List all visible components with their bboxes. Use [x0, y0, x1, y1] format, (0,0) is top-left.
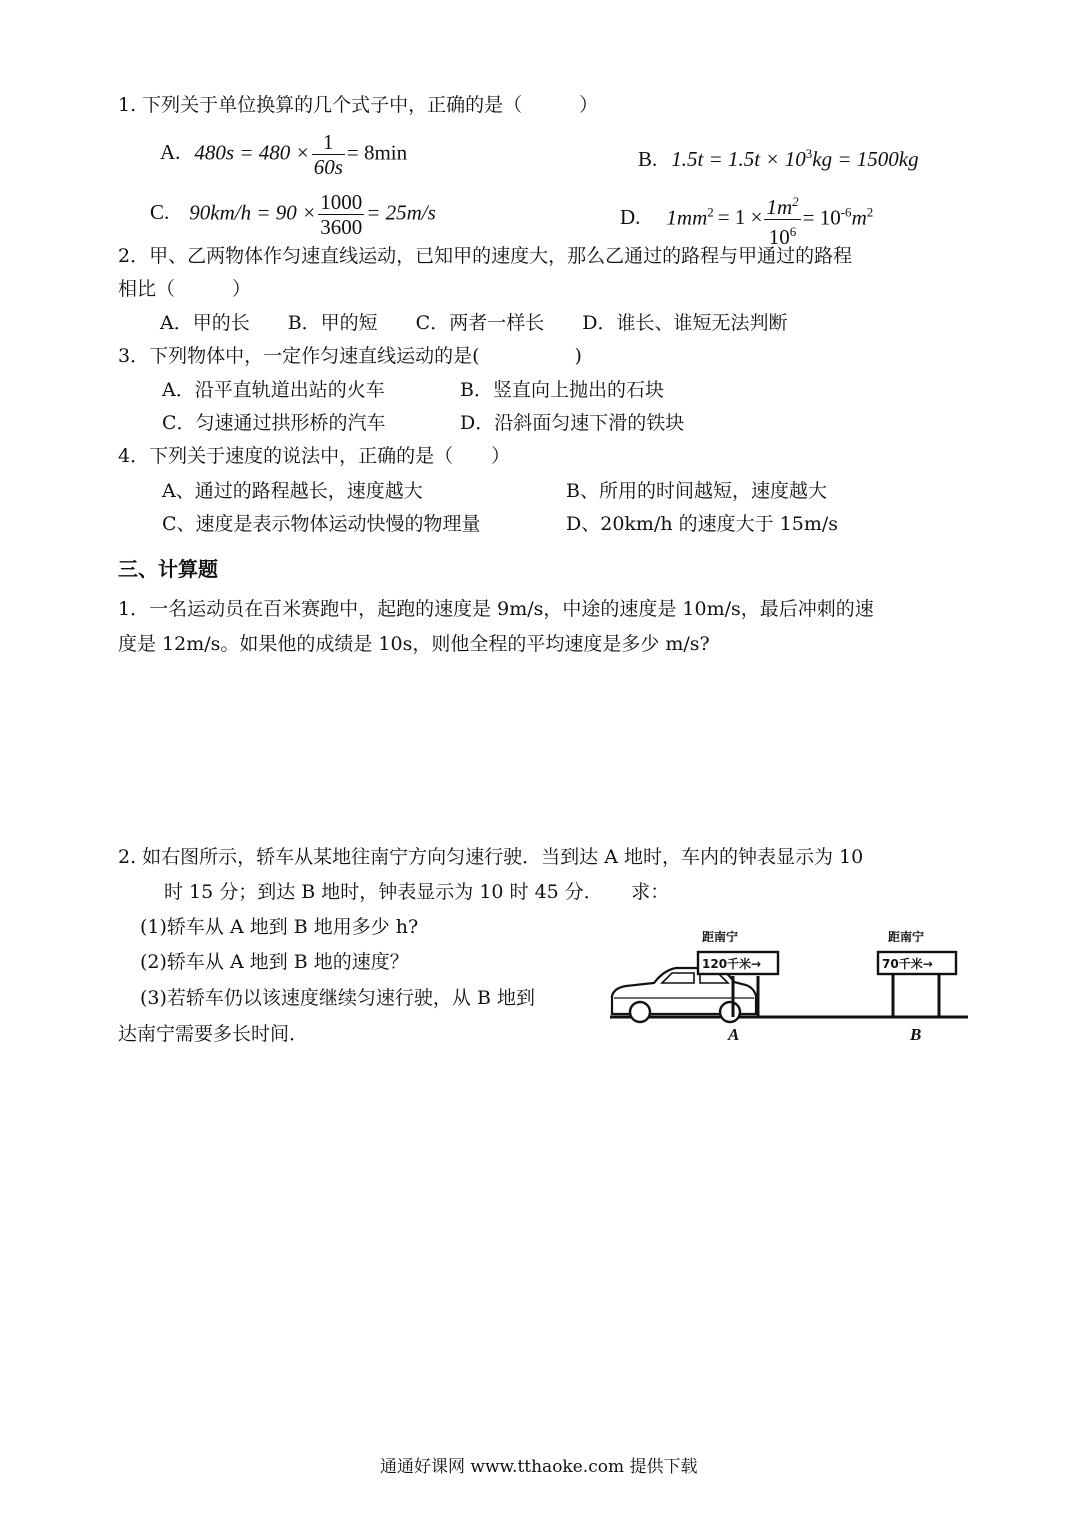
- q1-d-exp3: -6: [840, 204, 852, 220]
- calc1-line2: 度是 12m/s。如果他的成绩是 10s，则他全程的平均速度是多少 m/s?: [118, 633, 710, 655]
- q3-option-d: D．沿斜面匀速下滑的铁块: [460, 412, 685, 434]
- q1-d-den-base: 10: [768, 225, 790, 249]
- q1-d-num: [764, 190, 800, 220]
- q2-stem-line2: 相比（ ）: [118, 278, 252, 300]
- calc2-line1: 2. 如右图所示，轿车从某地往南宁方向匀速行驶．当到达 A 地时，车内的钟表显示为 10: [118, 846, 864, 868]
- q1-a-fraction: [312, 130, 345, 179]
- q1-d-label: D.: [620, 205, 641, 230]
- q1-c-eq2: = 25m/s: [366, 200, 436, 225]
- calc2-sub3-line2: 达南宁需要多长时间．: [118, 1023, 309, 1045]
- q3-stem: 3．下列物体中，一定作匀速直线运动的是( ): [118, 345, 582, 367]
- q4-option-c: C、速度是表示物体运动快慢的物理量: [162, 513, 481, 535]
- q1-b-exp: 3: [805, 146, 813, 161]
- q1-option-d: [620, 190, 873, 249]
- q1-d-exp1: 2: [707, 204, 714, 220]
- q1-c-den: 3600: [320, 215, 363, 239]
- q3-option-c: C．匀速通过拱形桥的汽车: [162, 412, 386, 434]
- q1-option-c: [150, 190, 436, 239]
- q1-d-num-base: 1m: [766, 195, 793, 219]
- q1-d-den-exp: 6: [789, 224, 797, 239]
- q4-option-a: A、通过的路程越长，速度越大: [162, 480, 423, 502]
- q2-stem-line1: 2．甲、乙两物体作匀速直线运动，已知甲的速度大，那么乙通过的路程与甲通过的路程: [118, 245, 853, 267]
- calc2-sub2: (2)轿车从 A 地到 B 地的速度？: [140, 951, 409, 973]
- q1-d-fraction: [764, 190, 800, 249]
- q1-d-eq2: = 1 ×: [717, 205, 763, 230]
- sign-a-text: 120千米→: [702, 957, 762, 971]
- q2-options: A．甲的长 B．甲的短 C．两者一样长 D．谁长、谁短无法判断: [160, 312, 788, 334]
- q1-b-eq: 1.5t = 1.5t × 10: [671, 147, 806, 171]
- q1-a-eq1: 480s = 480 ×: [194, 140, 310, 165]
- calc1-line1: 1．一名运动员在百米赛跑中，起跑的速度是 9m/s，中途的速度是 10m/s，最后冲刺的速: [118, 598, 874, 620]
- q4-option-b: B、所用的时间越短，速度越大: [566, 480, 827, 502]
- calc2-sub3-line1: (3)若轿车仍以该速度继续匀速行驶，从 B 地到: [140, 987, 535, 1009]
- q3-option-a: A．沿平直轨道出站的火车: [162, 379, 385, 401]
- q1-c-fraction: [318, 190, 364, 239]
- q1-d-eq3: = 10: [802, 205, 841, 230]
- q1-d-eq1: 1mm: [666, 205, 708, 230]
- q1-a-label: A.: [160, 140, 181, 165]
- q1-d-eq4: m: [851, 205, 867, 230]
- sign-b-text: 70千米→: [882, 957, 933, 971]
- calc2-sub1: (1)轿车从 A 地到 B 地用多少 h?: [140, 916, 419, 938]
- q1-d-num-exp: 2: [792, 194, 799, 209]
- q4-stem: 4．下列关于速度的说法中，正确的是（ ）: [118, 445, 511, 467]
- q1-a-eq2: = 8min: [346, 140, 408, 165]
- q1-option-b: [638, 142, 919, 171]
- q3-option-b: B．竖直向上抛出的石块: [460, 379, 664, 401]
- label-a: A: [728, 1025, 740, 1044]
- q1-b-label: B.: [638, 147, 658, 171]
- section-title: 三、计算题: [118, 557, 218, 581]
- sign-a-title: 距南宁: [702, 930, 739, 944]
- q1-c-eq1: 90km/h = 90 ×: [189, 200, 317, 225]
- sign-b: [878, 929, 956, 1017]
- q1-c-label: C.: [150, 200, 170, 225]
- q1-b-eq2: kg = 1500kg: [812, 147, 919, 171]
- q1-a-den: 60s: [313, 155, 343, 179]
- q1-d-exp4: 2: [866, 204, 874, 220]
- sign-b-title: 距南宁: [888, 930, 925, 944]
- label-b: B: [910, 1025, 922, 1044]
- q1-c-num: 1000: [320, 190, 363, 214]
- q1-option-a: [160, 130, 407, 179]
- q4-option-d: D、20km/h 的速度大于 15m/s: [566, 513, 839, 535]
- q1-stem: 1. 下列关于单位换算的几个式子中，正确的是（ ）: [118, 94, 599, 116]
- calc2-line2: 时 15 分；到达 B 地时，钟表显示为 10 时 45 分． 求：: [164, 881, 670, 903]
- footer-text: 通通好课网 www.tthaoke.com 提供下载: [380, 1457, 698, 1477]
- car-signs-figure: [606, 922, 972, 1050]
- q1-a-num: 1: [312, 130, 345, 155]
